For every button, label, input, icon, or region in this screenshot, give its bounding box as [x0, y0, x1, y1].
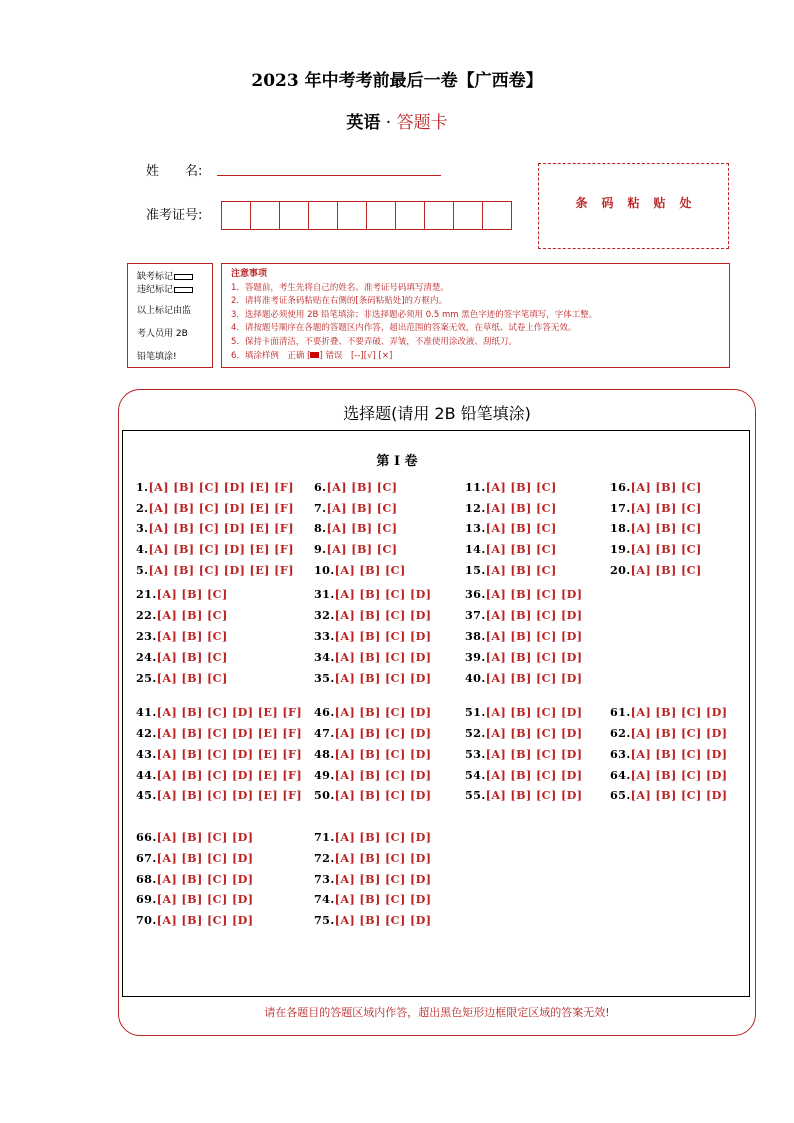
question-item[interactable]: [314, 501, 397, 515]
question-item[interactable]: [465, 587, 582, 601]
question-item[interactable]: [136, 872, 253, 886]
question-item[interactable]: [314, 563, 406, 577]
answer-options[interactable]: [A] [B] [C] [D]: [630, 747, 728, 761]
question-number: 3.: [136, 521, 149, 535]
question-number: 22.: [136, 608, 157, 622]
mark-note-line: 考人员用 2B: [137, 329, 188, 339]
question-item[interactable]: [314, 726, 431, 740]
question-number: 32.: [314, 608, 335, 622]
question-number: 17.: [610, 500, 631, 515]
question-item[interactable]: [465, 788, 582, 802]
question-item[interactable]: [314, 650, 431, 664]
question-item[interactable]: [610, 788, 727, 802]
question-item[interactable]: [314, 480, 397, 494]
answer-options[interactable]: [A] [B] [C] [D]: [630, 726, 728, 740]
answer-options[interactable]: [A] [B] [C]: [156, 608, 228, 622]
answer-options[interactable]: [A] [B] [C]: [156, 671, 228, 685]
footer-warning: 请在各题目的答题区域内作答，超出黑色矩形边框限定区域的答案无效!: [264, 1006, 610, 1019]
name-field[interactable]: [217, 175, 441, 176]
answer-options[interactable]: [A] [B] [C] [D]: [334, 587, 432, 601]
question-item[interactable]: [610, 480, 702, 494]
answer-options[interactable]: [A] [B] [C] [D] [E] [F]: [148, 480, 294, 494]
question-number: 69.: [136, 892, 157, 906]
question-number: 23.: [136, 629, 157, 643]
question-item[interactable]: [610, 726, 727, 740]
answer-options[interactable]: [A] [B] [C] [D]: [334, 705, 432, 719]
question-item[interactable]: [136, 788, 302, 802]
answer-options[interactable]: [A] [B] [C] [D]: [334, 671, 432, 685]
mark-note-line: 铅笔填涂!: [137, 352, 177, 362]
answer-options[interactable]: [A] [B] [C] [D]: [334, 913, 432, 927]
question-item[interactable]: [136, 650, 228, 664]
note-item: 3．选择题必须使用 2B 铅笔填涂；非选择题必须用 0.5 mm 黑色字迹的签字笔填写，字体工整。: [231, 309, 598, 320]
question-number: 14.: [465, 542, 486, 556]
question-number: 20.: [610, 563, 631, 577]
question-number: 15.: [465, 563, 486, 577]
violation-label: 违纪标记: [137, 285, 174, 295]
question-number: 40.: [465, 671, 486, 685]
question-item[interactable]: [610, 563, 702, 577]
answer-options[interactable]: [A] [B] [C] [D]: [334, 830, 432, 844]
note-item-sample: [231, 350, 729, 364]
mark-note-line: 以上标记由监: [137, 306, 192, 316]
question-number: 47.: [314, 726, 335, 740]
answer-options[interactable]: [A] [B] [C] [D] [E] [F]: [148, 542, 294, 556]
answer-options[interactable]: [A] [B] [C] [D]: [630, 705, 728, 719]
question-item[interactable]: [465, 768, 582, 782]
question-item[interactable]: [314, 521, 397, 535]
question-item[interactable]: [314, 892, 431, 906]
question-item[interactable]: [314, 542, 397, 556]
exam-id-box[interactable]: [366, 201, 396, 230]
question-number: 55.: [465, 788, 486, 802]
question-item[interactable]: [136, 830, 253, 844]
answer-options[interactable]: [A] [B] [C] [D]: [485, 788, 583, 802]
question-item[interactable]: [314, 851, 431, 865]
subtitle: [0, 108, 794, 133]
question-item[interactable]: [314, 705, 431, 719]
answer-options[interactable]: [A] [B] [C] [D]: [334, 851, 432, 865]
question-item[interactable]: [465, 747, 582, 761]
page-title: 2023 年中考考前最后一卷【广西卷】: [251, 71, 543, 91]
question-item[interactable]: [136, 608, 228, 622]
question-item[interactable]: [465, 705, 582, 719]
question-item[interactable]: [314, 788, 431, 802]
question-item[interactable]: [314, 671, 431, 685]
question-number: 35.: [314, 671, 335, 685]
question-item[interactable]: [136, 705, 302, 719]
answer-options[interactable]: [A] [B] [C] [D]: [334, 872, 432, 886]
question-number: 64.: [610, 767, 631, 782]
question-item[interactable]: [610, 705, 727, 719]
question-number: 66.: [136, 830, 157, 844]
question-number: 42.: [136, 726, 157, 740]
answer-options[interactable]: [A] [B] [C] [D]: [334, 629, 432, 643]
answer-options[interactable]: [A] [B] [C]: [156, 629, 228, 643]
answer-options[interactable]: [A] [B] [C] [D]: [156, 872, 254, 886]
exam-id-label: 准考证号:: [146, 208, 203, 223]
question-number: 51.: [465, 705, 486, 719]
question-item[interactable]: [136, 542, 294, 556]
answer-options[interactable]: [A] [B] [C] [D]: [630, 788, 728, 802]
note-item: 1．答题前，考生先将自己的姓名、准考证号码填写清楚。: [231, 282, 449, 293]
question-number: 31.: [314, 587, 335, 601]
question-number: 46.: [314, 705, 335, 719]
question-item[interactable]: [465, 542, 557, 556]
exam-id-box[interactable]: [482, 201, 512, 230]
answer-options[interactable]: [A] [B] [C]: [485, 563, 557, 577]
answer-options[interactable]: [A] [B] [C] [D]: [334, 650, 432, 664]
question-number: 73.: [314, 872, 335, 886]
question-item[interactable]: [314, 608, 431, 622]
exam-id-box[interactable]: [308, 201, 338, 230]
answer-options[interactable]: [A] [B] [C] [D]: [334, 726, 432, 740]
correct-sample: [ ]: [307, 350, 323, 361]
question-item[interactable]: [610, 542, 702, 556]
question-item[interactable]: [465, 629, 582, 643]
question-number: 9.: [314, 542, 327, 556]
answer-options[interactable]: [A] [B] [C]: [326, 542, 398, 556]
question-item[interactable]: [314, 872, 431, 886]
answer-options[interactable]: [A] [B] [C] [D] [E] [F]: [148, 521, 294, 535]
question-number: 5.: [136, 563, 149, 577]
question-item[interactable]: [136, 501, 294, 515]
exam-id-box[interactable]: [250, 201, 280, 230]
answer-options[interactable]: [A] [B] [C] [D]: [485, 629, 583, 643]
question-item[interactable]: [465, 563, 557, 577]
question-item[interactable]: [610, 521, 702, 535]
answer-options[interactable]: [A] [B] [C] [D]: [334, 892, 432, 906]
question-number: 33.: [314, 629, 335, 643]
question-number: 37.: [465, 608, 486, 622]
question-item[interactable]: [136, 521, 294, 535]
question-item[interactable]: [136, 629, 228, 643]
question-item[interactable]: [314, 830, 431, 844]
barcode-area: [538, 163, 729, 249]
answer-options[interactable]: [A] [B] [C] [D]: [156, 892, 254, 906]
question-number: 41.: [136, 705, 157, 719]
question-item[interactable]: [610, 768, 727, 782]
question-number: 75.: [314, 913, 335, 927]
answer-options[interactable]: [A] [B] [C] [D]: [156, 851, 254, 865]
question-item[interactable]: [465, 726, 582, 740]
answer-options[interactable]: [A] [B] [C] [D] [E] [F]: [156, 705, 303, 719]
question-number: 11.: [465, 480, 486, 494]
question-number: 18.: [610, 521, 631, 535]
notes-box: [221, 263, 730, 368]
question-number: 2.: [136, 500, 149, 515]
answer-options[interactable]: [A] [B] [C] [D]: [334, 608, 432, 622]
question-item[interactable]: [465, 671, 582, 685]
question-number: 13.: [465, 521, 486, 535]
question-item[interactable]: [610, 501, 702, 515]
notes-title: 注意事项: [231, 269, 268, 279]
answer-options[interactable]: [A] [B] [C] [D] [E] [F]: [156, 767, 303, 782]
question-number: 52.: [465, 726, 486, 740]
answer-options[interactable]: [A] [B] [C]: [630, 521, 702, 535]
answer-options[interactable]: [A] [B] [C] [D]: [485, 705, 583, 719]
question-number: 71.: [314, 830, 335, 844]
question-number: 70.: [136, 913, 157, 927]
answer-options[interactable]: [A] [B] [C] [D]: [485, 671, 583, 685]
question-item[interactable]: [465, 650, 582, 664]
filled-mark-icon: [310, 352, 319, 358]
answer-options[interactable]: [A] [B] [C] [D]: [334, 747, 432, 761]
exam-id-box[interactable]: [424, 201, 454, 230]
answer-options[interactable]: [A] [B] [C] [D]: [485, 747, 583, 761]
answer-options[interactable]: [A] [B] [C]: [630, 542, 702, 556]
question-item[interactable]: [314, 629, 431, 643]
question-number: 12.: [465, 500, 486, 515]
answer-options[interactable]: [A] [B] [C]: [326, 480, 398, 494]
answer-options[interactable]: [A] [B] [C]: [630, 500, 702, 515]
answer-options[interactable]: [A] [B] [C] [D] [E] [F]: [156, 747, 303, 761]
question-number: 19.: [610, 542, 631, 556]
exam-id-box[interactable]: [453, 201, 483, 230]
question-number: 25.: [136, 671, 157, 685]
answer-options[interactable]: [A] [B] [C] [D]: [334, 767, 432, 782]
answer-options[interactable]: [A] [B] [C] [D]: [334, 788, 432, 802]
question-item[interactable]: [136, 671, 228, 685]
exam-id-box[interactable]: [279, 201, 309, 230]
question-number: 4.: [136, 542, 149, 556]
volume-title: 第 I 卷: [376, 454, 418, 469]
question-number: 61.: [610, 705, 631, 719]
answer-options[interactable]: [A] [B] [C] [D] [E] [F]: [156, 788, 303, 802]
wrong-sample: 错误 [--][√] [×]: [325, 350, 393, 361]
answer-options[interactable]: [A] [B] [C]: [485, 521, 557, 535]
question-item[interactable]: [465, 608, 582, 622]
answer-options[interactable]: [A] [B] [C]: [630, 480, 702, 494]
question-number: 49.: [314, 767, 335, 782]
question-number: 8.: [314, 521, 327, 535]
question-number: 74.: [314, 892, 335, 906]
exam-id-boxes[interactable]: [222, 201, 512, 230]
question-number: 44.: [136, 767, 157, 782]
answer-options[interactable]: [A] [B] [C]: [334, 563, 406, 577]
card-label: 答题卡: [396, 113, 448, 133]
note-item: 4．请按题号顺序在各题的答题区内作答，超出范围的答案无效，在草纸、试卷上作答无效。: [231, 323, 577, 334]
subject-label: 英语: [346, 113, 381, 133]
answer-options[interactable]: [A] [B] [C]: [156, 650, 228, 664]
answer-options[interactable]: [A] [B] [C] [D]: [485, 767, 583, 782]
answer-options[interactable]: [A] [B] [C]: [326, 500, 398, 515]
question-item[interactable]: [136, 913, 253, 927]
question-number: 16.: [610, 480, 631, 494]
question-number: 36.: [465, 587, 486, 601]
answer-options[interactable]: [A] [B] [C]: [485, 542, 557, 556]
question-item[interactable]: [314, 587, 431, 601]
question-number: 21.: [136, 587, 157, 601]
question-number: 67.: [136, 851, 157, 865]
note-item: 5．保持卡面清洁，不要折叠、不要弄破、弄皱，不准使用涂改液、刮纸刀。: [231, 336, 517, 347]
name-label: 姓 名:: [146, 164, 203, 179]
question-item[interactable]: [136, 726, 302, 740]
answer-options[interactable]: [A] [B] [C] [D]: [485, 650, 583, 664]
question-number: 63.: [610, 747, 631, 761]
question-number: 68.: [136, 872, 157, 886]
answer-options[interactable]: [A] [B] [C] [D] [E] [F]: [148, 500, 294, 515]
question-number: 54.: [465, 767, 486, 782]
answer-options[interactable]: [A] [B] [C] [D]: [485, 587, 583, 601]
answer-options[interactable]: [A] [B] [C]: [485, 480, 557, 494]
answer-options[interactable]: [A] [B] [C] [D]: [485, 608, 583, 622]
question-number: 7.: [314, 500, 327, 515]
mc-section-title: 选择题(请用 2B 铅笔填涂): [343, 404, 531, 423]
question-number: 39.: [465, 650, 486, 664]
answer-options[interactable]: [A] [B] [C] [D]: [630, 767, 728, 782]
mark-box: [127, 263, 213, 368]
question-item[interactable]: [136, 747, 302, 761]
question-number: 48.: [314, 747, 335, 761]
question-number: 53.: [465, 747, 486, 761]
question-item[interactable]: [610, 747, 727, 761]
question-item[interactable]: [136, 480, 294, 494]
answer-options[interactable]: [A] [B] [C]: [630, 563, 702, 577]
note-item: 2．请将准考证条码粘贴在右侧的[条码粘贴处]的方框内。: [231, 296, 448, 307]
barcode-label: 条码粘贴处: [575, 196, 706, 210]
question-number: 34.: [314, 650, 335, 664]
answer-options[interactable]: [A] [B] [C] [D] [E] [F]: [148, 563, 294, 577]
question-number: 65.: [610, 788, 631, 802]
question-number: 6.: [314, 480, 327, 494]
question-number: 1.: [136, 480, 149, 494]
exam-id-box[interactable]: [395, 201, 425, 230]
question-item[interactable]: [314, 747, 431, 761]
answer-options[interactable]: [A] [B] [C] [D]: [156, 830, 254, 844]
question-item[interactable]: [136, 587, 228, 601]
question-item[interactable]: [136, 563, 294, 577]
separator-dot: ·: [385, 113, 392, 133]
question-item[interactable]: [136, 768, 302, 782]
answer-options[interactable]: [A] [B] [C] [D]: [485, 726, 583, 740]
question-number: 45.: [136, 788, 157, 802]
question-item[interactable]: [314, 768, 431, 782]
answer-options[interactable]: [A] [B] [C] [D] [E] [F]: [156, 726, 303, 740]
question-item[interactable]: [465, 480, 557, 494]
answer-options[interactable]: [A] [B] [C]: [156, 587, 228, 601]
absent-label: 缺考标记: [137, 272, 174, 282]
question-number: 62.: [610, 726, 631, 740]
answer-options[interactable]: [A] [B] [C] [D]: [156, 913, 254, 927]
question-item[interactable]: [314, 913, 431, 927]
answer-options[interactable]: [A] [B] [C]: [485, 500, 557, 515]
absent-mark-checkbox[interactable]: [174, 274, 193, 280]
question-number: 50.: [314, 788, 335, 802]
question-number: 24.: [136, 650, 157, 664]
exam-id-box[interactable]: [337, 201, 367, 230]
question-number: 72.: [314, 851, 335, 865]
question-number: 43.: [136, 747, 157, 761]
violation-mark-row: [137, 281, 212, 300]
sample-prefix: 6．填涂样例 正确: [231, 350, 305, 361]
question-item[interactable]: [136, 892, 253, 906]
question-item[interactable]: [465, 501, 557, 515]
exam-id-box[interactable]: [221, 201, 251, 230]
question-number: 10.: [314, 563, 335, 577]
question-number: 38.: [465, 629, 486, 643]
question-item[interactable]: [465, 521, 557, 535]
violation-mark-checkbox[interactable]: [174, 287, 193, 293]
question-item[interactable]: [136, 851, 253, 865]
answer-options[interactable]: [A] [B] [C]: [326, 521, 398, 535]
